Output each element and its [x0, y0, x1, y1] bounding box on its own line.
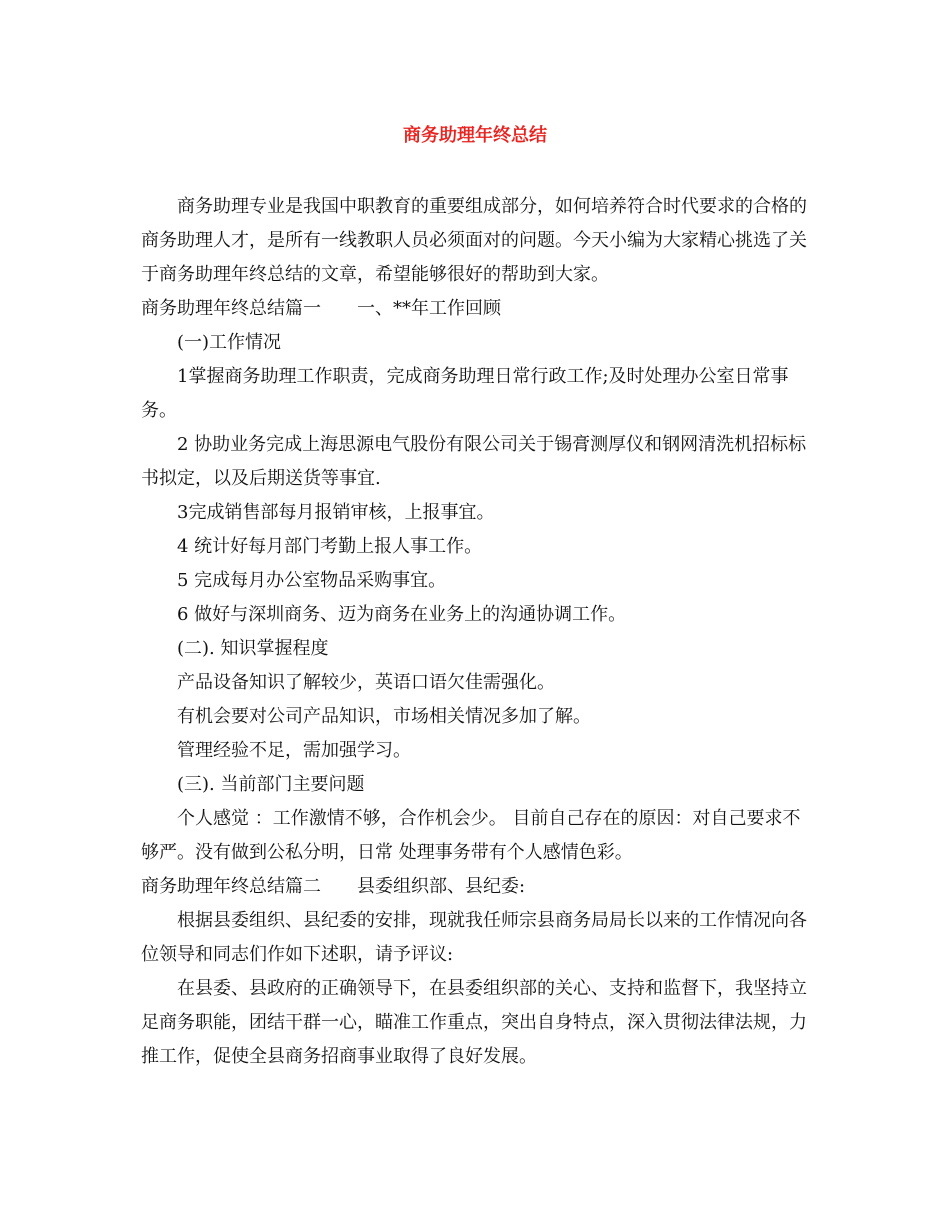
list-item: 4 统计好每月部门考勤上报人事工作。: [177, 536, 483, 557]
body-paragraph: 个人感觉 ：工作激情不够，合作机会少。 目前自己存在的原因：对自己要求不够严。没有做到公私分明，日常 处理事务带有个人感情色彩。: [141, 808, 801, 863]
section-heading-part-two: 商务助理年终总结篇二 县委组织部、县纪委:: [141, 876, 526, 897]
list-item: 5 完成每月办公室物品采购事宜。: [177, 570, 447, 591]
section-heading-part-one: 商务助理年终总结篇一 一、**年工作回顾: [141, 298, 501, 319]
document-title: 商务助理年终总结: [403, 125, 547, 146]
body-paragraph: 管理经验不足，需加强学习。: [177, 740, 411, 761]
subheading-work-status: (一)工作情况: [177, 332, 282, 353]
body-paragraph: 在县委、县政府的正确领导下，在县委组织部的关心、支持和监督下，我坚持立足商务职能，团结干群一心，瞄准工作重点，突出自身特点，深入贯彻法律法规，力推工作，促使全县商务招商事业取得了良好发展。: [141, 978, 807, 1067]
body-paragraph: 根据县委组织、县纪委的安排，现就我任师宗县商务局局长以来的工作情况向各位领导和同志们作如下述职，请予评议:: [141, 910, 807, 965]
subheading-knowledge: (二). 知识掌握程度: [177, 638, 329, 659]
document-body: [141, 190, 813, 1074]
list-item: 6 做好与深圳商务、迈为商务在业务上的沟通协调工作。: [177, 604, 627, 625]
list-item: 3完成销售部每月报销审核，上报事宜。: [177, 502, 495, 523]
intro-paragraph: 商务助理专业是我国中职教育的重要组成部分，如何培养符合时代要求的合格的商务助理人才，是所有一线教职人员必须面对的问题。今天小编为大家精心挑选了关于商务助理年终总结的文章，希望能够很好的帮助到大家。: [141, 196, 807, 285]
subheading-problems: (三). 当前部门主要问题: [177, 774, 365, 795]
list-item: 2 协助业务完成上海思源电气股份有限公司关于锡膏测厚仪和钢网清洗机招标标书拟定，以及后期送货等事宜.: [141, 434, 807, 489]
list-item: 1掌握商务助理工作职责，完成商务助理日常行政工作;及时处理办公室日常事务。: [141, 366, 789, 421]
body-paragraph: 有机会要对公司产品知识，市场相关情况多加了解。: [177, 706, 591, 727]
body-paragraph: 产品设备知识了解较少，英语口语欠佳需强化。: [177, 672, 555, 693]
